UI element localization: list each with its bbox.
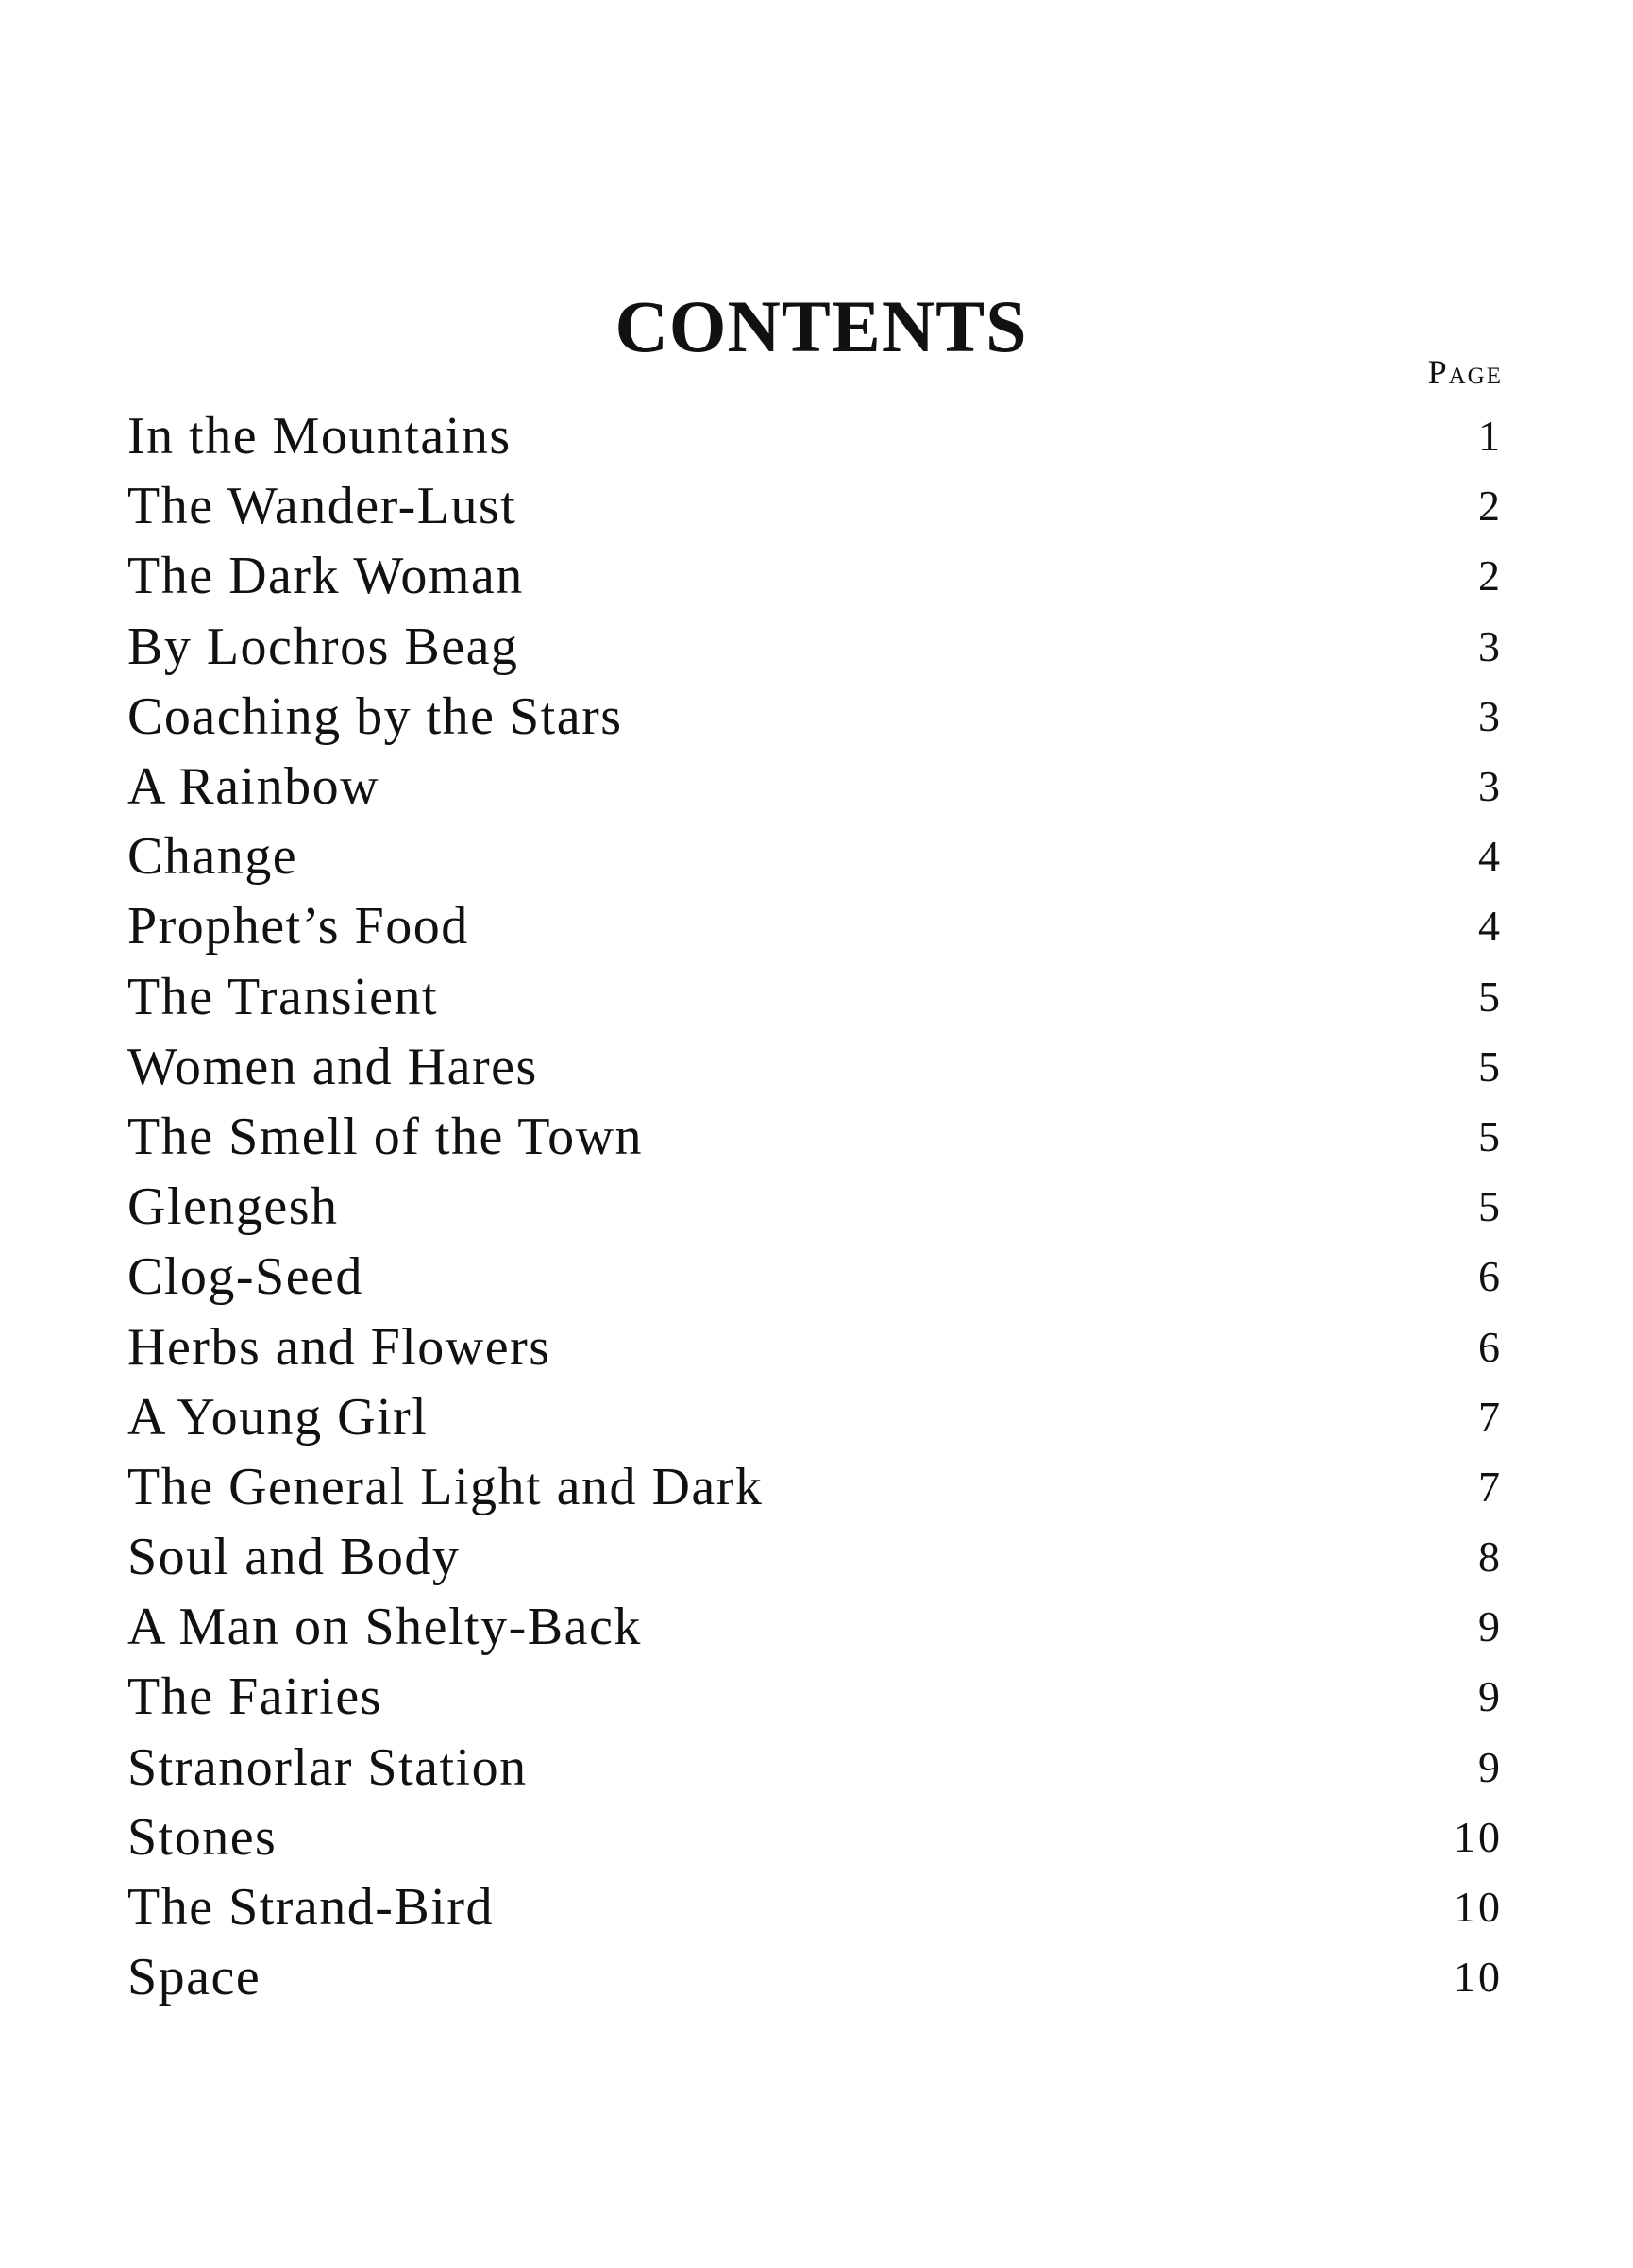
entry-page-number: 5 bbox=[1478, 1041, 1503, 1091]
entry-title: Clog-Seed bbox=[127, 1247, 363, 1307]
entry-title: A Young Girl bbox=[127, 1387, 429, 1447]
entry-title: The Fairies bbox=[127, 1667, 382, 1727]
contents-entry bbox=[127, 821, 1503, 891]
entry-page-number: 7 bbox=[1478, 1392, 1503, 1441]
entry-page-number: 5 bbox=[1478, 972, 1503, 1021]
entry-title: The Transient bbox=[127, 967, 439, 1026]
entry-title: The General Light and Dark bbox=[127, 1457, 764, 1516]
contents-entry bbox=[127, 1733, 1503, 1803]
contents-entry bbox=[127, 1942, 1503, 2012]
entry-title: Change bbox=[127, 827, 298, 887]
contents-entry bbox=[127, 962, 1503, 1032]
contents-entry bbox=[127, 1522, 1503, 1592]
entry-title: The Smell of the Town bbox=[127, 1107, 644, 1166]
entry-title: Glengesh bbox=[127, 1177, 339, 1237]
contents-entry bbox=[127, 1312, 1503, 1381]
entry-page-number: 4 bbox=[1478, 902, 1503, 951]
contents-entry bbox=[127, 1662, 1503, 1732]
contents-entry bbox=[127, 1102, 1503, 1172]
contents-entry bbox=[127, 1172, 1503, 1242]
contents-entry bbox=[127, 401, 1503, 471]
entry-page-number: 6 bbox=[1478, 1322, 1503, 1371]
entry-page-number: 3 bbox=[1478, 621, 1503, 670]
entry-title: The Strand-Bird bbox=[127, 1878, 494, 1938]
entry-page-number: 3 bbox=[1478, 762, 1503, 811]
entry-title: Space bbox=[127, 1948, 261, 2007]
entry-page-number: 8 bbox=[1478, 1532, 1503, 1582]
entry-page-number: 3 bbox=[1478, 691, 1503, 740]
entry-page-number: 9 bbox=[1478, 1602, 1503, 1651]
entry-title: Women and Hares bbox=[127, 1037, 538, 1096]
contents-list bbox=[127, 401, 1503, 2012]
entry-page-number: 6 bbox=[1478, 1252, 1503, 1301]
entry-title: Prophet’s Food bbox=[127, 897, 469, 956]
entry-page-number: 2 bbox=[1478, 551, 1503, 601]
entry-page-number: 10 bbox=[1454, 1883, 1503, 1932]
contents-entry bbox=[127, 1242, 1503, 1312]
entry-page-number: 5 bbox=[1478, 1111, 1503, 1160]
contents-entry bbox=[127, 1382, 1503, 1452]
entry-page-number: 4 bbox=[1478, 832, 1503, 881]
entry-title: A Man on Shelty-Back bbox=[127, 1598, 642, 1657]
contents-entry bbox=[127, 682, 1503, 752]
entry-title: Coaching by the Stars bbox=[127, 686, 623, 746]
entry-title: Stranorlar Station bbox=[127, 1737, 528, 1797]
contents-entry bbox=[127, 1032, 1503, 1102]
entry-title: A Rainbow bbox=[127, 757, 380, 817]
contents-entry bbox=[127, 1803, 1503, 1872]
entry-page-number: 5 bbox=[1478, 1182, 1503, 1231]
entry-page-number: 9 bbox=[1478, 1742, 1503, 1791]
page-column-label: Page bbox=[1427, 353, 1503, 391]
entry-page-number: 9 bbox=[1478, 1672, 1503, 1721]
entry-page-number: 2 bbox=[1478, 482, 1503, 531]
contents-entry bbox=[127, 891, 1503, 961]
entry-title: By Lochros Beag bbox=[127, 617, 519, 676]
contents-entry bbox=[127, 541, 1503, 611]
contents-entry bbox=[127, 612, 1503, 682]
entry-title: The Wander-Lust bbox=[127, 477, 517, 536]
page-title: CONTENTS bbox=[614, 285, 1028, 368]
contents-entry bbox=[127, 1592, 1503, 1662]
entry-title: In the Mountains bbox=[127, 407, 512, 466]
entry-title: Soul and Body bbox=[127, 1528, 461, 1587]
entry-page-number: 7 bbox=[1478, 1462, 1503, 1511]
contents-entry bbox=[127, 1872, 1503, 1942]
contents-entry bbox=[127, 471, 1503, 541]
contents-entry bbox=[127, 752, 1503, 821]
entry-title: Stones bbox=[127, 1807, 278, 1867]
entry-title: The Dark Woman bbox=[127, 547, 524, 606]
entry-page-number: 10 bbox=[1454, 1953, 1503, 2002]
entry-page-number: 1 bbox=[1478, 412, 1503, 461]
contents-entry bbox=[127, 1452, 1503, 1522]
entry-title: Herbs and Flowers bbox=[127, 1317, 551, 1377]
entry-page-number: 10 bbox=[1454, 1812, 1503, 1861]
